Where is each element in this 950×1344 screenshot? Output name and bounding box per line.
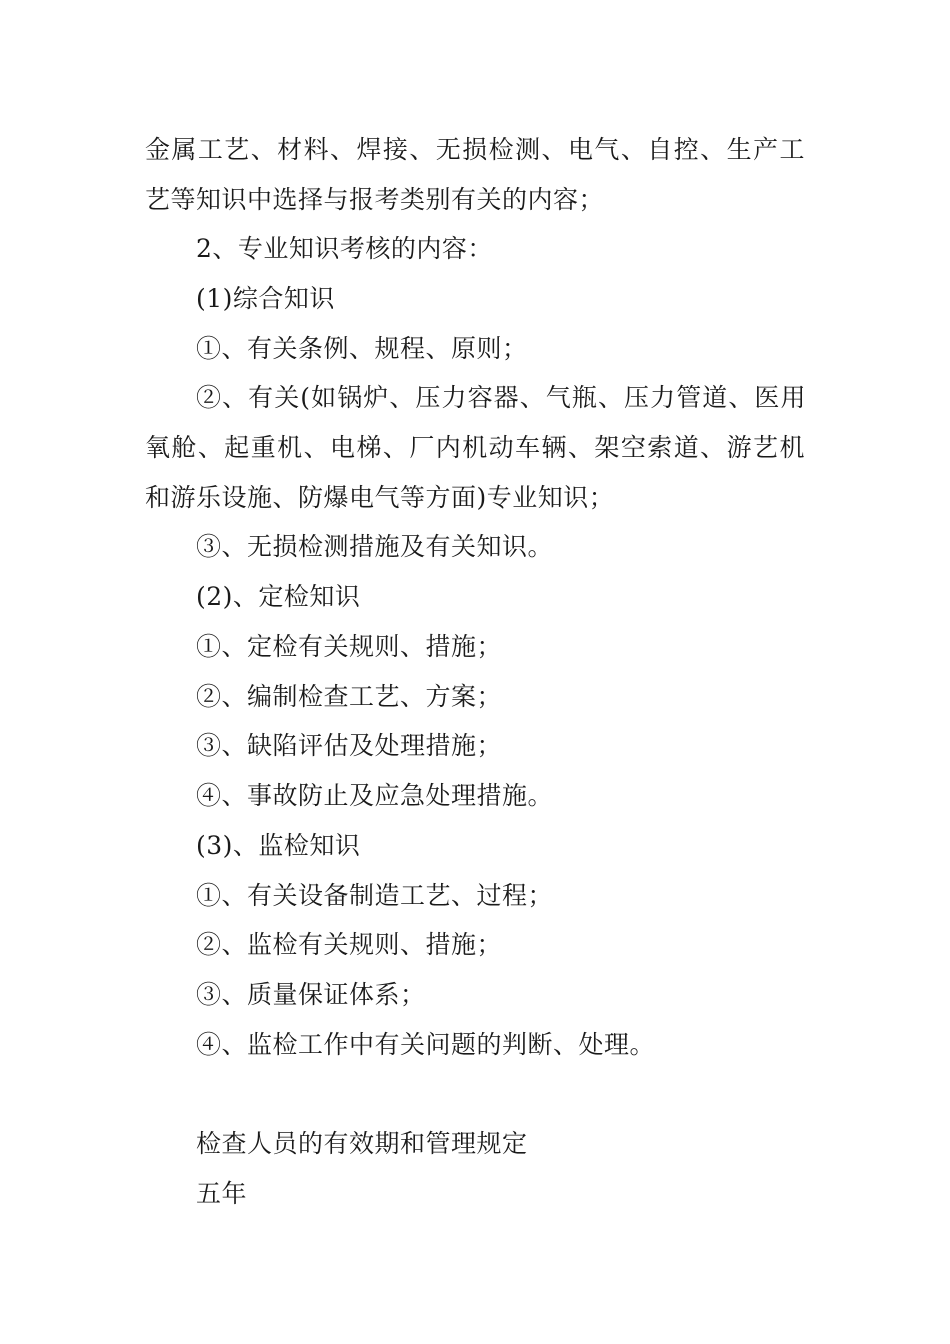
- list-item: ④、事故防止及应急处理措施。: [196, 781, 554, 810]
- validity-period: 五年: [196, 1179, 248, 1208]
- paragraph-line-2: 艺等知识中选择与报考类别有关的内容；: [145, 185, 605, 214]
- section-heading-validity: 检查人员的有效期和管理规定: [196, 1129, 528, 1158]
- list-item: ①、有关设备制造工艺、过程；: [196, 881, 554, 910]
- list-item: ④、监检工作中有关问题的判断、处理。: [196, 1030, 656, 1059]
- list-item: ③、质量保证体系；: [196, 980, 426, 1009]
- section-heading-professional-knowledge: 2、专业知识考核的内容：: [196, 234, 493, 263]
- list-item: ①、定检有关规则、措施；: [196, 632, 503, 661]
- list-item: ①、有关条例、规程、原则；: [196, 334, 528, 363]
- list-item: ②、监检有关规则、措施；: [196, 930, 503, 959]
- list-item: ②、编制检查工艺、方案；: [196, 682, 503, 711]
- list-item: ③、缺陷评估及处理措施；: [196, 731, 503, 760]
- list-item-continuation: 和游乐设施、防爆电气等方面)专业知识；: [145, 483, 615, 512]
- subsection-heading-supervision: (3)、监检知识: [196, 831, 361, 860]
- paragraph-line-1: 金属工艺、材料、焊接、无损检测、电气、自控、生产工: [145, 135, 805, 164]
- list-item: ②、有关(如锅炉、压力容器、气瓶、压力管道、医用: [196, 383, 806, 412]
- subsection-heading-periodic-inspection: (2)、定检知识: [196, 582, 361, 611]
- list-item: ③、无损检测措施及有关知识。: [196, 532, 554, 561]
- list-item-continuation: 氧舱、起重机、电梯、厂内机动车辆、架空索道、游艺机: [145, 433, 805, 462]
- subsection-heading-comprehensive: (1)综合知识: [196, 284, 335, 313]
